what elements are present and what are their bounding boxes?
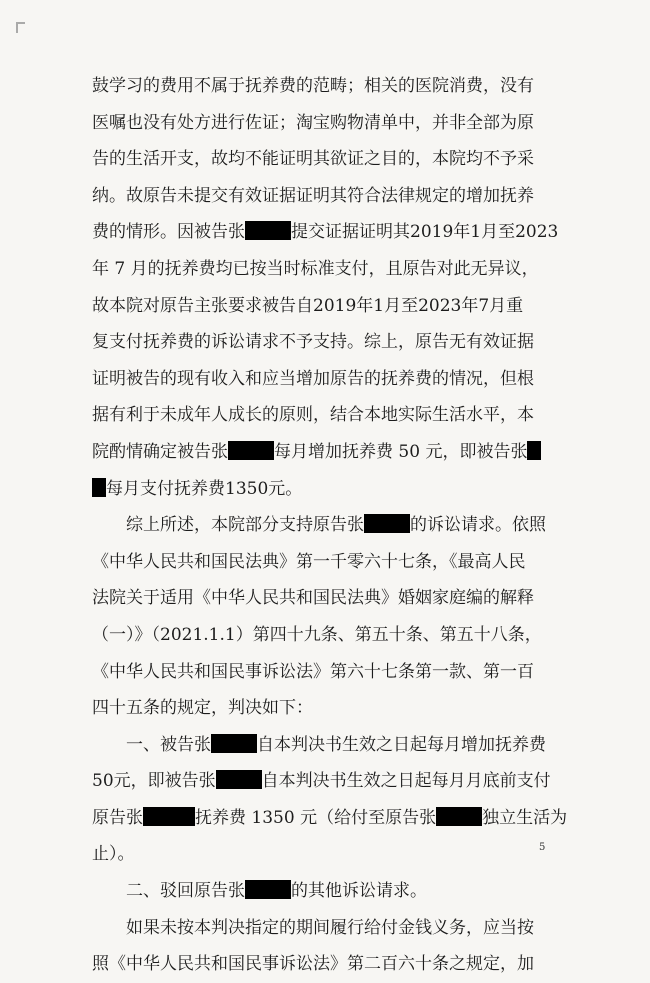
text-line: 院酌情确定被告张 每月增加抚养费 50 元，即被告张 <box>92 434 562 471</box>
redaction-box <box>364 514 410 533</box>
redaction-box <box>228 441 274 460</box>
text-line: 原告张 抚养费 1350 元（给付至原告张 独立生活为 <box>92 807 568 828</box>
text-line: 综上所述，本院部分支持原告张 的诉讼请求。依照 <box>126 515 546 536</box>
text-line: 50元，即被告张 自本判决书生效之日起每月月底前支付 <box>92 771 551 792</box>
redaction-box <box>436 807 482 826</box>
text-line: 故本院对原告主张要求被告自2019年1月至2023年7月重 <box>92 295 524 316</box>
text-line: （一）》（2021.1.1）第四十九条、第五十条、第五十八条， <box>92 624 542 645</box>
redaction-box <box>143 807 195 826</box>
text-line: 告的生活开支，故均不能证明其欲证之目的，本院均不予采 <box>92 149 534 170</box>
text-line: 如果未按本判决指定的期间履行给付金钱义务，应当按 <box>126 917 534 938</box>
text-line: 止）。 <box>92 844 135 865</box>
text-line: 鼓学习的费用不属于抚养费的范畴；相关的医院消费，没有 <box>92 76 534 96</box>
text-line: 据有利于未成年人成长的原则，结合本地实际生活水平，本 <box>92 405 534 426</box>
text-line: 照《中华人民共和国民事诉讼法》第二百六十条之规定，加 <box>92 954 534 975</box>
text-line: 四十五条的规定，判决如下： <box>92 698 313 719</box>
page-number: 5 <box>539 842 546 853</box>
redaction-box <box>245 221 291 240</box>
text-line: 每月支付抚养费1350元。 <box>92 471 562 508</box>
text-line: 证明被告的现有收入和应当增加原告的抚养费的情况，但根 <box>92 368 534 389</box>
scan-corner-mark <box>16 22 25 33</box>
text-line: 医嘱也没有处方进行佐证；淘宝购物清单中，并非全部为原 <box>92 112 534 133</box>
text-line: 复支付抚养费的诉讼请求不予支持。综上，原告无有效证据 <box>92 332 534 353</box>
text-line: 二、驳回原告张 的其他诉讼请求。 <box>126 881 427 902</box>
redaction-box <box>211 734 257 753</box>
text-line: 法院关于适用《中华人民共和国民法典》婚姻家庭编的解释 <box>92 588 534 609</box>
text-line: 纳。故原告未提交有效证据证明其符合法律规定的增加抚养 <box>92 185 534 206</box>
text-line: 《中华人民共和国民事诉讼法》第六十七条第一款、第一百 <box>92 661 534 682</box>
judgment-body-text <box>92 68 568 983</box>
redaction-box <box>216 770 262 789</box>
text-line: 费的情形。因被告张 提交证据证明其2019年1月至2023 <box>92 222 559 243</box>
redaction-box <box>245 880 291 899</box>
text-line: 《中华人民共和国民法典》第一千零六十七条，《最高人民 <box>92 551 526 572</box>
text-line: 年 7 月的抚养费均已按当时标准支付，且原告对此无异议， <box>92 258 539 279</box>
text-line: 一、被告张 自本判决书生效之日起每月增加抚养费 <box>126 734 546 755</box>
redaction-box <box>92 478 106 497</box>
redaction-box <box>527 441 541 460</box>
